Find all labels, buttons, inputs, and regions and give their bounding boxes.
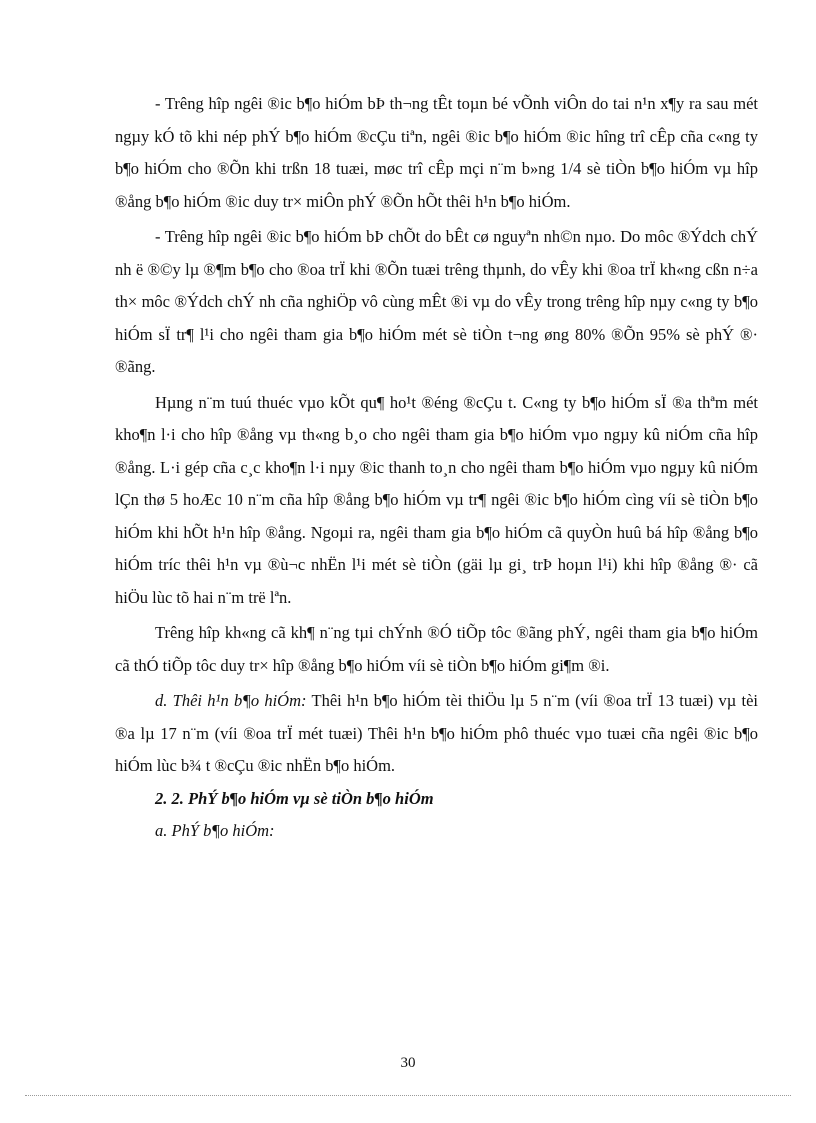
paragraph-death-case: - Trêng hîp ngêi ®ic b¶o hiÓm bÞ chÕt do bÊt cø nguyªn nh©n nµo. Do môc ®Ýdch chÝ nh ë ®©y lµ ®¶m b¶o cho ®oa trÏ khi ®Õn tuæi trêng thµnh, do vÊy khi ®oa trÏ kh«ng cßn n÷a th× môc ®Ýdch chÝ nh cña nghiÖp vô cùng mÊt ®i vµ do vÊy trong trêng hîp nµy c«ng ty b¶o hiÓm sÏ tr¶ l¹i cho ngêi tham gia b¶o hiÓm mét sè tiÒn t¬ng øng 80% ®Õn 95% sè phÝ ®· ®ãng. bbox=[115, 227, 758, 376]
paragraph-annual-bonus: Hµng n¨m tuú thuéc vµo kÕt qu¶ ho¹t ®éng ®cÇu t. C«ng ty b¶o hiÓm sÏ ®a thªm mét kho¶n l·i cho hîp ®ång vµ th«ng b¸o cho ngêi tham gia b¶o hiÓm vµo ngµy kû niÓm cña hîp ®ång. L·i gép cña c¸c kho¶n l·i nµy ®ic thanh to¸n cho ngêi tham b¶o hiÓm vµo ngµy kû niÓm lÇn thø 5 hoÆc 10 n¨m cña hîp ®ång b¶o hiÓm vµ tr¶ ngêi ®ic b¶o hiÓm cìng víi sè tiÒn b¶o hiÓm khi hÕt h¹n hîp ®ång. Ngoµi ra, ngêi tham gia b¶o hiÓm cã quyÒn huû bá hîp ®ång b¶o hiÓm tríc thêi h¹n vµ ®ù¬c nhËn l¹i mét sè tiÒn (gäi lµ gi¸ trÞ hoµn l¹i) khi hîp ®ång ®· cã hiÖu lùc tõ hai n¨m trë lªn. bbox=[115, 392, 758, 607]
term-lead: d. Thêi h¹n b¶o hiÓm: bbox=[155, 691, 307, 710]
subheading: a. PhÝ b¶o hiÓm: bbox=[155, 821, 275, 840]
page-body bbox=[115, 88, 758, 848]
term-body: Thêi h¹n b¶o hiÓm tèi thiÖu lµ 5 n¨m (víi ®oa trÏ 13 tuæi) vµ tèi ®a lµ 17 n¨m (víi ®oa trÏ mét tuæi) Thêi h¹n b¶o hiÓm phô thuéc vµo tuæi cña ngêi ®ic b¶o hiÓm lùc b¾ t ®cÇu ®ic nhËn b¶o hiÓm. bbox=[115, 691, 758, 775]
section-heading: 2. 2. PhÝ b¶o hiÓm vµ sè tiÒn b¶o hiÓm bbox=[155, 788, 434, 808]
paragraph-accident-case: - Trêng hîp ngêi ®ic b¶o hiÓm bÞ th¬ng tÊt toµn bé vÕnh viÔn do tai n¹n x¶y ra sau mét ngµy kÓ tõ khi nép phÝ b¶o hiÓm ®cÇu tiªn, ngêi ®ic b¶o hiÓm ®ic hîng trî cÊp cña c«ng ty b¶o hiÓm cho ®Õn khi trßn 18 tuæi, møc trî cÊp mçi n¨m b»ng 1/4 sè tiÒn b¶o hiÓm vµ hîp ®ång b¶o hiÓm ®ic duy tr× miÔn phÝ ®Õn hÕt thêi h¹n b¶o hiÓm. bbox=[115, 94, 758, 211]
paragraph-insurance-term bbox=[115, 685, 758, 783]
page-number: 30 bbox=[400, 1055, 416, 1071]
paragraph-premium-inability: Trêng hîp kh«ng cã kh¶ n¨ng tµi chÝnh ®Ó tiÕp tôc ®ãng phÝ, ngêi tham gia b¶o hiÓm cã thÓ tiÕp tôc duy tr× hîp ®ång b¶o hiÓm víi sè tiÒn b¶o hiÓm gi¶m ®i. bbox=[115, 623, 758, 675]
page-bottom-divider bbox=[25, 1095, 791, 1096]
